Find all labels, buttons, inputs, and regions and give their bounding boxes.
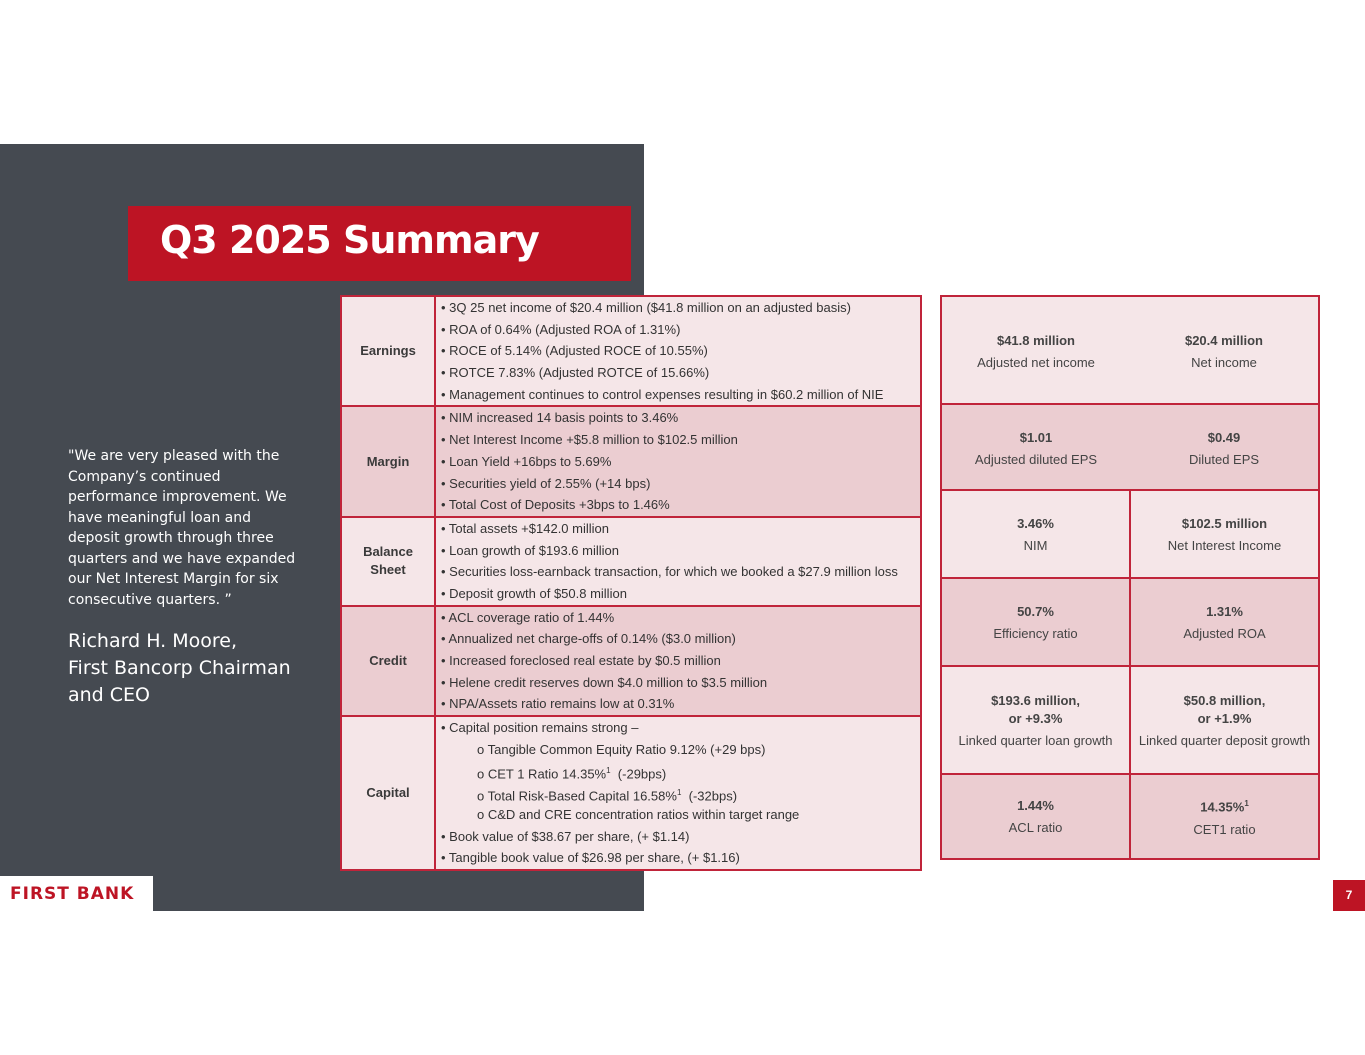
category-label: Balance Sheet bbox=[341, 517, 435, 606]
list-item: o Tangible Common Equity Ratio 9.12% (+29 bps) bbox=[477, 741, 766, 757]
title-banner bbox=[128, 206, 631, 281]
list-item: o Total Risk-Based Capital 16.58%$^1$ (-32bps) bbox=[477, 788, 738, 804]
list-item: • ROA of 0.64% (Adjusted ROA of 1.31%) bbox=[441, 321, 681, 337]
logo-text: FIRST BANK bbox=[10, 884, 135, 904]
section-credit bbox=[341, 606, 921, 716]
list-item: o CET 1 Ratio 14.35%$^1$ (-29bps) bbox=[477, 766, 667, 782]
category-label: Capital bbox=[341, 716, 435, 870]
list-item: • Capital position remains strong – bbox=[441, 720, 639, 736]
list-item: • ACL coverage ratio of 1.44% bbox=[441, 609, 615, 625]
category-label: Credit bbox=[341, 606, 435, 716]
kpi-cell: $102.5 million Net Interest Income bbox=[1129, 491, 1318, 577]
kpi-cell: $50.8 million, or +1.9% Linked quarter deposit growth bbox=[1129, 667, 1318, 773]
category-label: Margin bbox=[341, 406, 435, 516]
kpi-grid bbox=[940, 295, 1320, 860]
kpi-cell: $193.6 million, or +9.3% Linked quarter loan growth bbox=[958, 692, 1113, 748]
list-item: o C&D and CRE concentration ratios within target range bbox=[477, 806, 800, 822]
page-number: 7 bbox=[1333, 880, 1365, 911]
list-item: • Helene credit reserves down $4.0 million to $3.5 million bbox=[441, 674, 768, 690]
list-item: • Management continues to control expenses resulting in $60.2 million of NIE bbox=[441, 386, 884, 402]
list-item: • Net Interest Income +$5.8 million to $102.5 million bbox=[441, 432, 738, 448]
kpi-cell: $0.49 Diluted EPS bbox=[1188, 429, 1260, 467]
list-item: • ROCE of 5.14% (Adjusted ROCE of 10.55%) bbox=[441, 343, 708, 359]
attribution-role: First Bancorp Chairman and CEO bbox=[68, 657, 291, 706]
kpi-cell: 50.7% Efficiency ratio bbox=[993, 603, 1078, 641]
list-item: • Securities loss-earnback transaction, for which we booked a $27.9 million loss bbox=[441, 564, 898, 580]
kpi-row bbox=[942, 403, 1318, 491]
kpi-cell: 3.46% NIM bbox=[1017, 515, 1054, 553]
kpi-row bbox=[942, 297, 1318, 405]
list-item: • Total Cost of Deposits +3bps to 1.46% bbox=[441, 497, 670, 513]
kpi-cell: 1.44% ACL ratio bbox=[1008, 798, 1063, 835]
list-item: • Loan growth of $193.6 million bbox=[441, 542, 619, 558]
kpi-row bbox=[942, 577, 1318, 665]
list-item: • Book value of $38.67 per share, (+ $1.14) bbox=[441, 828, 690, 844]
section-margin bbox=[341, 406, 921, 516]
list-item: • Total assets +$142.0 million bbox=[441, 520, 609, 536]
list-item: • Increased foreclosed real estate by $0.5 million bbox=[441, 653, 721, 668]
list-item: • Loan Yield +16bps to 5.69% bbox=[441, 453, 612, 469]
summary-table bbox=[340, 295, 922, 871]
page-title: Q3 2025 Summary bbox=[160, 218, 539, 262]
list-item: • NPA/Assets ratio remains low at 0.31% bbox=[441, 696, 675, 712]
kpi-cell: 1.31% Adjusted ROA bbox=[1129, 579, 1318, 665]
kpi-row bbox=[942, 489, 1318, 577]
kpi-cell: $41.8 million Adjusted net income bbox=[977, 332, 1095, 370]
kpi-cell: $20.4 million Net income bbox=[1184, 332, 1264, 370]
list-item: • 3Q 25 net income of $20.4 million ($41.8 million on an adjusted basis) bbox=[441, 300, 851, 315]
list-item: • NIM increased 14 basis points to 3.46% bbox=[441, 410, 679, 426]
list-item: • Tangible book value of $26.98 per share, (+ $1.16) bbox=[441, 850, 740, 866]
section-earnings bbox=[341, 296, 921, 406]
kpi-cell: $1.01 Adjusted diluted EPS bbox=[974, 429, 1098, 467]
quote-attribution bbox=[68, 628, 308, 709]
list-item: • Deposit growth of $50.8 million bbox=[441, 585, 627, 601]
category-label: Earnings bbox=[341, 296, 435, 406]
ceo-quote: "We are very pleased with the Company’s continued performance improvement. We have meaningful loan and deposit growth through three quarters and we have expanded our Net Interest Margin for six consecutive quarters. ” bbox=[68, 448, 296, 608]
section-capital bbox=[341, 716, 921, 870]
list-item: • Annualized net charge-offs of 0.14% ($3.0 million) bbox=[441, 631, 736, 647]
kpi-row bbox=[942, 773, 1318, 858]
attribution-name: Richard H. Moore, bbox=[68, 630, 237, 652]
section-balance-sheet bbox=[341, 517, 921, 606]
list-item: • Securities yield of 2.55% (+14 bps) bbox=[441, 475, 651, 491]
kpi-cell: 14.35%$^1$ CET1 ratio bbox=[1129, 775, 1318, 858]
kpi-row bbox=[942, 665, 1318, 773]
first-bank-logo bbox=[0, 876, 153, 911]
list-item: • ROTCE 7.83% (Adjusted ROTCE of 15.66%) bbox=[441, 365, 710, 381]
